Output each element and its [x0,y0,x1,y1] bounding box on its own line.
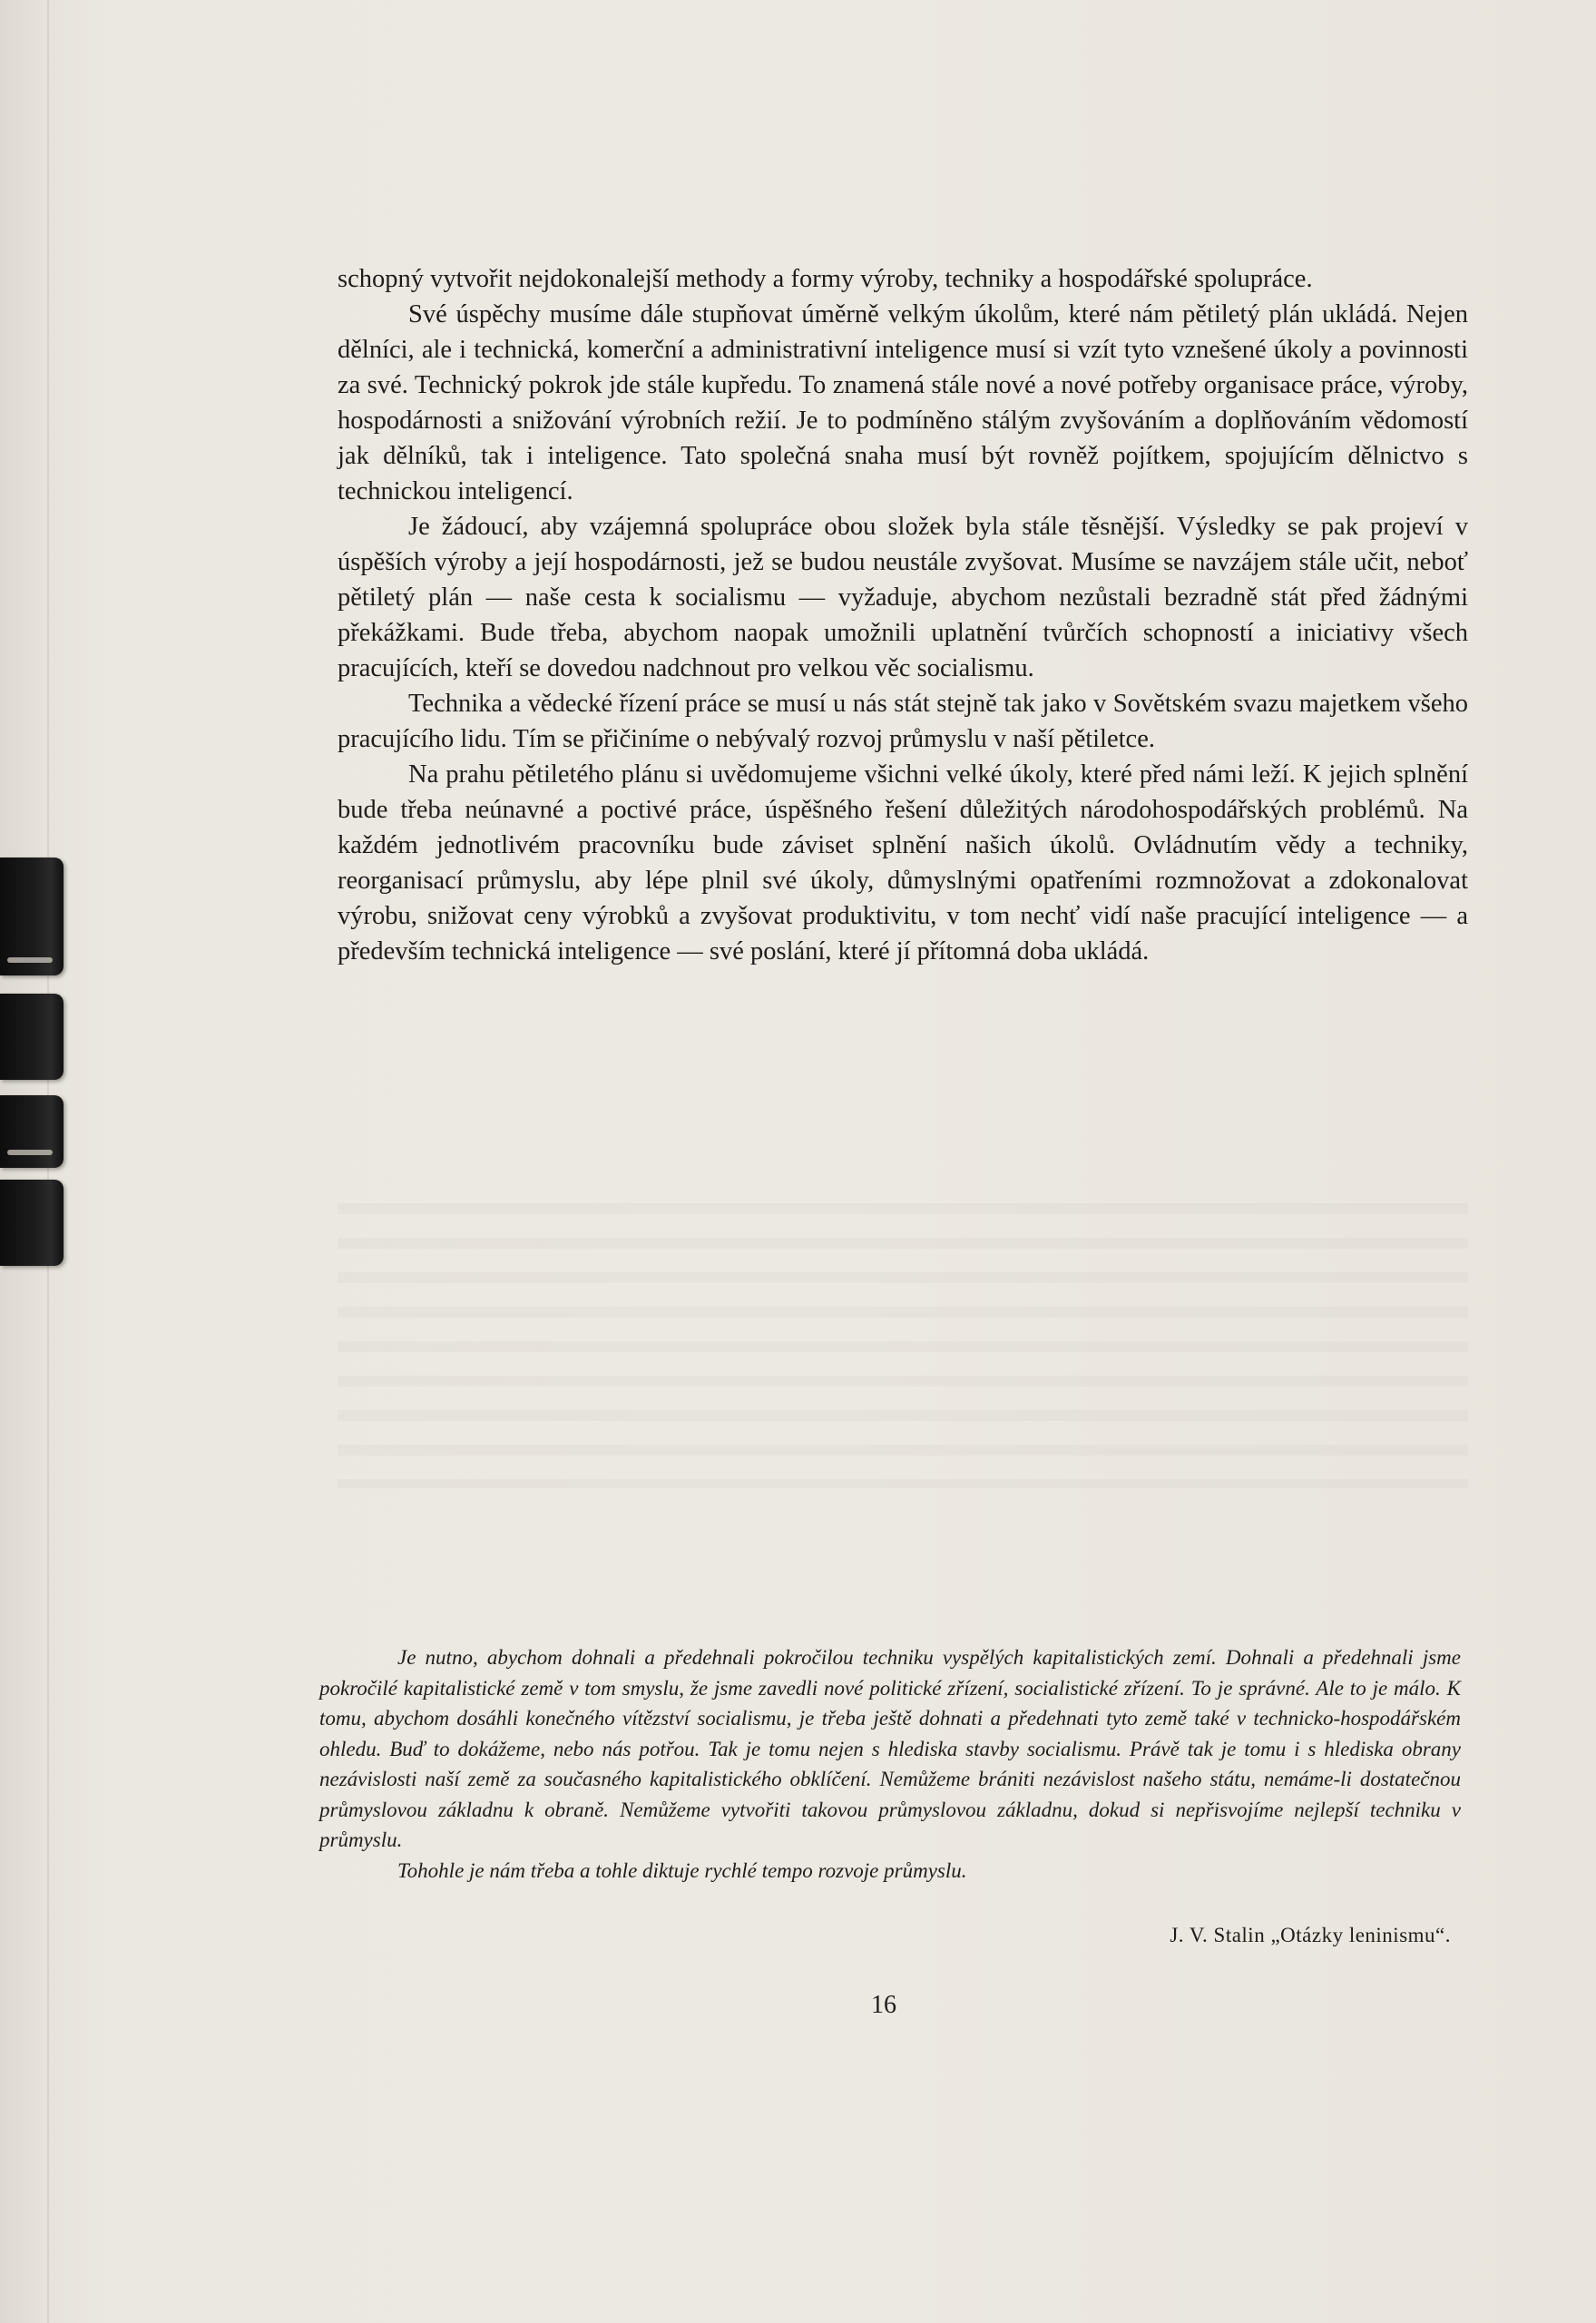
body-paragraph: schopný vytvořit nejdokonalejší methody a formy výroby, techniky a hospodářské spolupráce. [338,265,1313,293]
binding-clip-segment [0,858,64,975]
body-paragraph: Je žádoucí, aby vzájemná spolupráce obou složek byla stále těsnější. Výsledky se pak projeví v úspěších výroby a její hospodárnosti, jež se budou neustále zvyšovat. Musíme se navzájem stále učit, neboť pětiletý plán — naše cesta k socialismu — vyžaduje, abychom nezůstali bezradně stát před žádnými překážkami. Bude třeba, abychom naopak umožnili uplatnění tvůrčích schopností a iniciativy všech pracujících, kteří se dovedou nadchnout pro velkou věc socialismu. [338,513,1468,682]
binding-clip-highlight [7,957,53,963]
quote-paragraph: Je nutno, abychom dohnali a předehnali pokročilou techniku vyspělých kapitalistických zemí. Dohnali a předehnali jsme pokročilé kapitalistické země v tom smyslu, že jsme zavedli nové politické zřízení, socialistické zřízení. To je správné. Ale to je málo. K tomu, abychom dosáhli konečného vítězství socialismu, je třeba ještě dohnati a předehnati tyto země také v technicko-hospodářském ohledu. Buď to dokážeme, nebo nás potřou. Tak je tomu nejen s hlediska stavby socialismu. Právě tak je tomu i s hlediska obrany nezávislosti naší země za současného kapitalistického obklíčení. Nemůžeme brániti nezávislost našeho státu, nemáme-li dostatečnou průmyslovou základnu k obraně. Nemůžeme vytvořiti takovou průmyslovou základnu, dokud si nepřisvojíme nejlepší techniku v průmyslu. [319,1646,1461,1851]
body-paragraph: Své úspěchy musíme dále stupňovat úměrně velkým úkolům, které nám pětiletý plán ukládá. Nejen dělníci, ale i technická, komerční a administrativní inteligence musí si vzít tyto vznešené úkoly a povinnosti za své. Technický pokrok jde stále kupředu. To znamená stále nové a nové potřeby organisace práce, výroby, hospodárnosti a snižování výrobních režií. Je to podmíněno stálým zvyšováním a doplňováním vědomostí jak dělníků, tak i inteligence. Tato společná snaha musí být rovněž pojítkem, spojujícím dělnictvo s technickou inteligencí. [338,300,1468,505]
binding-clip-segment [0,1095,64,1168]
quote-paragraph: Tohohle je nám třeba a tohle diktuje rychlé tempo rozvoje průmyslu. [397,1858,967,1882]
binding-clip [0,858,65,1266]
stalin-quote [319,1642,1461,1886]
body-paragraph: Na prahu pětiletého plánu si uvědomujeme všichni velké úkoly, které před námi leží. K jejich splnění bude třeba neúnavné a poctivé práce, úspěšného řešení důležitých národohospodářských problémů. Na každém jednotlivém pracovníku bude záviset splnění našich úkolů. Ovládnutím vědy a techniky, reorganisací průmyslu, aby lépe plnil své úkoly, důmyslnými opatřeními rozmnožovat a zdokonalovat výrobu, snižovat ceny výrobků a zvyšovat produktivitu, v tom nechť vidí naše pracující inteligence — a především technická inteligence — své poslání, které jí přítomná doba ukládá. [338,760,1468,965]
binding-clip-highlight [7,1150,53,1155]
binding-clip-segment [0,1180,64,1266]
body-paragraph: Technika a vědecké řízení práce se musí u nás stát stejně tak jako v Sovětském svazu majetkem všeho pracujícího lidu. Tím se přičiníme o nebývalý rozvoj průmyslu v naší pětiletce. [338,690,1468,753]
show-through-text [338,1180,1468,1488]
binding-clip-segment [0,994,64,1080]
main-body-text [338,261,1468,969]
quote-attribution: J. V. Stalin „Otázky leninismu“. [1170,1924,1451,1946]
page-number: 16 [871,1991,896,2019]
